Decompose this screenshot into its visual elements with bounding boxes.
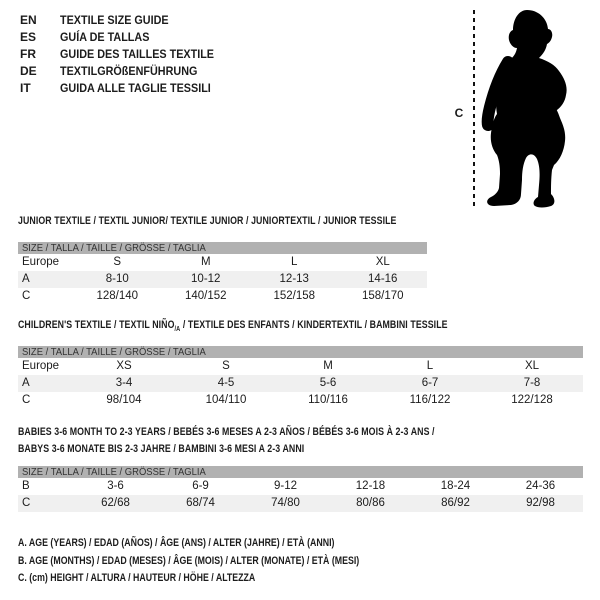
cell: 3-6 [107,480,124,492]
lang-code: EN [20,13,37,27]
cell: 12-18 [355,480,386,492]
table-row [18,254,427,271]
table-row [18,478,583,495]
lang-label: TEXTILGRÖßENFÜHRUNG [60,64,198,78]
cell: XS [116,360,132,372]
lang-row-it [20,80,231,97]
cell: 4-5 [217,377,235,389]
language-header [20,12,231,97]
row-label: A [22,377,30,389]
lang-label: GUÍA DE TALLAS [60,30,150,44]
row-label: C [22,290,31,302]
junior-size-table [18,242,427,305]
cell: L [426,360,434,372]
cell: 9-12 [273,480,298,492]
cell: 6-9 [192,480,209,492]
cell: 152/158 [273,290,316,302]
lang-row-es [20,29,231,46]
size-header-bar: SIZE / TALLA / TAILLE / GRÖSSE / TAGLIA [18,466,583,478]
lang-row-fr [20,46,231,63]
table-row [18,375,583,392]
lang-label: GUIDA ALLE TAGLIE TESSILI [60,81,211,95]
cell: M [200,256,211,268]
cell: 110/116 [308,394,348,406]
table-row [18,392,583,409]
cell: 122/128 [511,394,553,406]
cell: 14-16 [368,273,398,285]
cell: 18-24 [440,480,471,492]
row-label: Europe [22,256,60,268]
cell: 158/170 [361,290,404,302]
cell: 10-12 [191,273,221,285]
row-label: C [22,394,31,406]
cell: S [113,256,122,268]
cell: 116/122 [409,394,451,406]
cell: 3-4 [115,377,133,389]
lang-row-de [20,63,231,80]
lang-code: ES [20,30,37,44]
cell: S [222,360,230,372]
size-header-bar: SIZE / TALLA / TAILLE / GRÖSSE / TAGLIA [18,346,583,358]
lang-label: GUIDE DES TAILLES TEXTILE [60,47,215,61]
junior-section-title: JUNIOR TEXTILE / TEXTIL JUNIOR/ TEXTILE JUNIOR / JUNIORTEXTIL / JUNIOR TESSILE [18,215,397,227]
cell: 74/80 [271,497,300,509]
cell: 8-10 [105,273,129,285]
footnote-a: A. AGE (YEARS) / EDAD (AÑOS) / ÂGE (ANS) / ALTER (JAHRE) / ETÀ (ANNI) [18,537,335,549]
cell: 6-7 [421,377,439,389]
size-header-bar: SIZE / TALLA / TAILLE / GRÖSSE / TAGLIA [18,242,427,254]
cell: 24-36 [525,480,556,492]
row-label: B [22,480,30,492]
cell: M [323,360,333,372]
cell: XL [375,256,390,268]
lang-code: FR [20,47,36,61]
cell: 104/110 [205,394,247,406]
babies-section-title: BABIES 3-6 MONTH TO 2-3 YEARS / BEBÉS 3-6 MESES A 2-3 AÑOS / BÉBÉS 3-6 MOIS À 2-3 ANS / BABYS 3-6 MONATE BIS 2-3 JAHRE / BAMBINI 3-6 MESI A 2-3 ANNI [18,426,435,455]
row-label: A [22,273,30,285]
cell: 98/104 [106,394,142,406]
table-row [18,271,427,288]
footnote-b: B. AGE (MONTHS) / EDAD (MESES) / ÂGE (MOIS) / ALTER (MONATE) / ETÀ (MESI) [18,554,360,567]
row-label: Europe [22,360,60,372]
children-size-table [18,346,583,409]
baby-silhouette-icon [481,8,571,213]
cell: XL [524,360,540,372]
cell: L [291,256,298,268]
table-row [18,358,583,375]
cell: 92/98 [526,497,555,509]
cell: 5-6 [319,377,337,389]
cell: 7-8 [523,377,541,389]
row-label: C [22,497,31,509]
cell: 86/92 [441,497,470,509]
cell: 62/68 [101,497,130,509]
lang-code: DE [20,64,37,78]
babies-size-table [18,466,583,512]
cell: 80/86 [356,497,385,509]
legend-footnotes [18,535,445,588]
nino-a-subscript: /A [174,326,181,334]
table-row [18,495,583,512]
lang-code: IT [20,81,31,95]
lang-row-en [20,12,231,29]
cell: 68/74 [186,497,215,509]
cell: 140/152 [184,290,227,302]
cell: 128/140 [96,290,139,302]
lang-label: TEXTILE SIZE GUIDE [60,13,169,27]
children-section-title: CHILDREN'S TEXTILE / TEXTIL $NIÑO_{/A}$ / TEXTILE DES ENFANTS / KINDERTEXTIL / BAMBINI TESSILE [18,319,448,334]
cell: 12-13 [279,273,309,285]
footnote-c: C. (cm) HEIGHT / ALTURA / HAUTEUR / HÖHE / ALTEZZA [18,572,256,584]
height-measure-dashed-line [473,10,475,208]
height-measure-label: C [454,106,464,120]
table-row [18,288,427,305]
